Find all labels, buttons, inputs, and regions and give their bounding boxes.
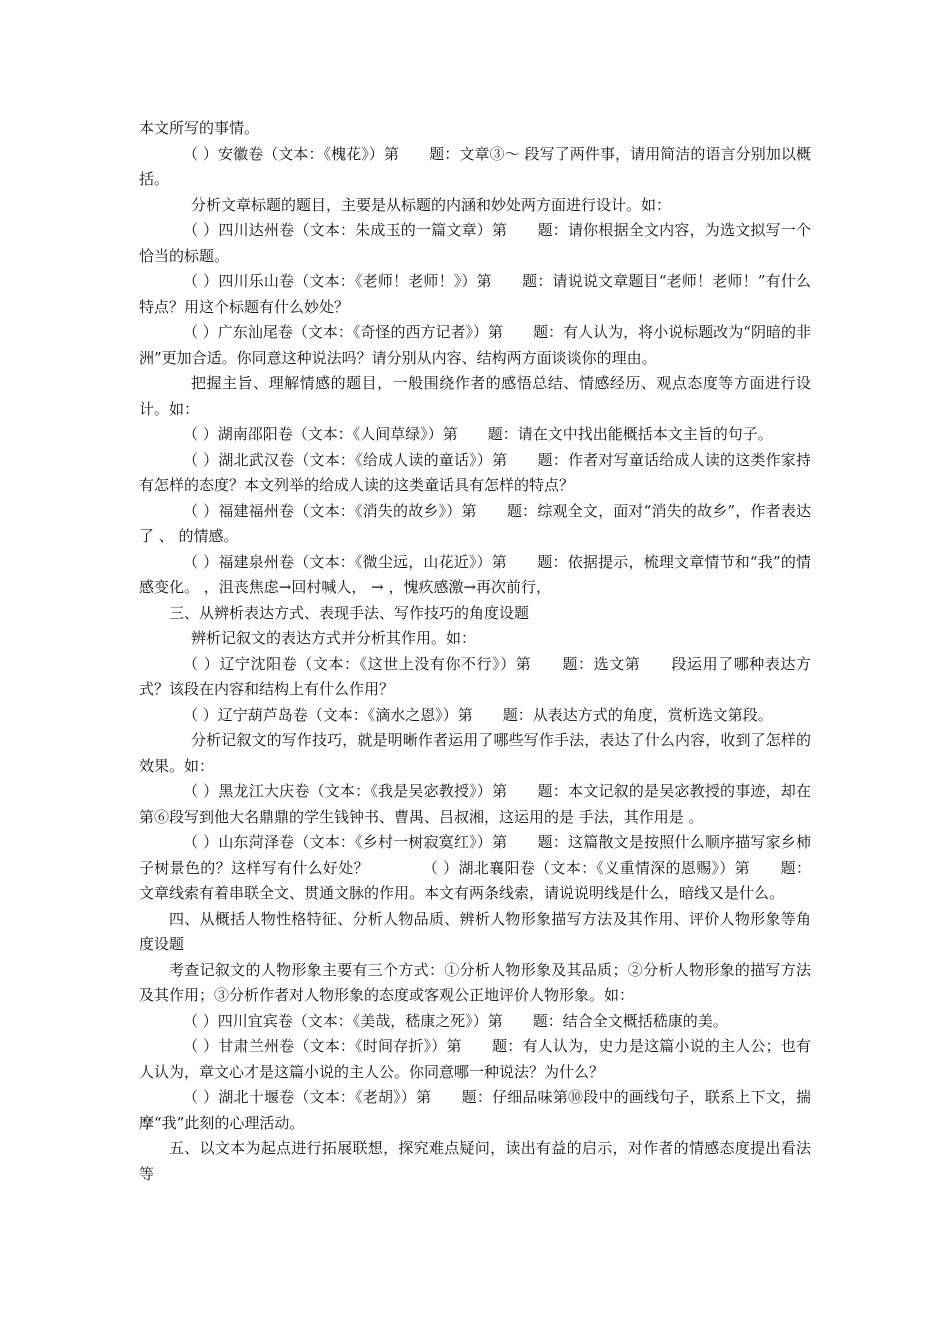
question-hunan-shaoyang: （ ）湖南邵阳卷（文本：《人间草绿》）第 题：请在文中找出能概括本文主旨的句子。 (183, 425, 773, 443)
paragraph-continuation: 本文所写的事情。 (139, 119, 260, 137)
question-sichuan-yibin: （ ）四川宜宾卷（文本：《美哉，嵇康之死》）第 题：结合全文概括嵇康的美。 (183, 1011, 728, 1030)
question-hubei-wuhan: （ ）湖北武汉卷（文本：《给成人读的童话》）第 题：作者对写童话给成人读的这类作家持有怎样的态度？本文列举的给成人读的这类童话具有怎样的特点？ (139, 450, 811, 494)
paragraph-title-analysis: 分析文章标题的题目，主要是从标题的内涵和妙处两方面进行设计。如： (191, 195, 672, 214)
question-gansu-lanzhou: （ ）甘肃兰州卷（文本：《时间存折》）第 题：有人认为，史力是这篇小说的主人公；也有人认为，章文心才是这篇小说的主人公。你同意哪一种说法？为什么？ (139, 1037, 811, 1081)
paragraph-writing-techniques: 分析记叙文的写作技巧，就是明晰作者运用了哪些写作手法，表达了什么内容，收到了怎样的效果。如： (139, 731, 811, 775)
question-fujian-fuzhou: （ ）福建福州卷（文本：《消失的故乡》）第 题：综观全文，面对“消失的故乡”，作者表达了 、 的情感。 (139, 501, 811, 545)
document-page (139, 116, 811, 1187)
question-heilongjiang-daqing: （ ）黑龙江大庆卷（文本：《我是吴宓教授》）第 题：本文记叙的是吴宓教授的事迹，却在第⑥段写到他大名鼎鼎的学生钱钟书、曹禺、吕叔湘，这运用的是 手法，其作用是 。 (139, 782, 811, 826)
question-shandong-heze-hubei-xiangyang: （ ）山东菏泽卷（文本：《乡村一树寂寞红》）第 题：这篇散文是按照什么顺序描写家乡柿子树景色的？这样写有什么好处？ （ ）湖北襄阳卷（文本：《义重情深的恩赐》）第 题：文章线索有着串联全文、贯通文脉的作用。本文有两条线索，请说说明线是什么，暗线又是什么。 (139, 833, 811, 902)
question-sichuan-dazhou: （ ）四川达州卷（文本：朱成玉的一篇文章）第 题：请你根据全文内容，为选文拟写一个恰当的标题。 (139, 221, 811, 265)
paragraph-expression-methods: 辨析记叙文的表达方式并分析其作用。如： (191, 629, 477, 647)
section-heading-5: 五、以文本为起点进行拓展联想，探究难点疑问，读出有益的启示，对作者的情感态度提出看法等 (139, 1139, 811, 1183)
question-hubei-shiyan: （ ）湖北十堰卷（文本：《老胡》）第 题：仔细品味第⑩段中的画线句子，联系上下文，揣摩“我”此刻的心理活动。 (139, 1088, 811, 1132)
question-guangdong-shanwei: （ ）广东汕尾卷（文本：《奇怪的西方记者》）第 题：有人认为，将小说标题改为“阴暗的非洲”更加合适。你同意这种说法吗？请分别从内容、结构两方面谈谈你的理由。 (139, 323, 811, 367)
question-liaoning-huludao: （ ）辽宁葫芦岛卷（文本：《滴水之恩》）第 题：从表达方式的角度，赏析选文第段。 (183, 705, 773, 724)
question-fujian-quanzhou: （ ）福建泉州卷（文本：《微尘远，山花近》）第 题：依据提示，梳理文章情节和“我”的情感变化。 ，沮丧焦虑→回村喊人， → ，愧疚感激→再次前行， (139, 552, 811, 596)
paragraph-theme-emotion: 把握主旨、理解情感的题目，一般围绕作者的感悟总结、情感经历、观点态度等方面进行设计。如： (139, 374, 811, 418)
section-heading-3: 三、从辨析表达方式、表现手法、写作技巧的角度设题 (169, 603, 530, 622)
question-anhui: （ ）安徽卷（文本：《槐花》）第 题：文章③～ 段写了两件事，请用简洁的语言分别加以概括。 (139, 144, 811, 188)
question-sichuan-leshan: （ ）四川乐山卷（文本：《老师！老师！》）第 题：请说说文章题目“老师！老师！”有什么特点？用这个标题有什么妙处？ (139, 272, 811, 316)
paragraph-character-analysis: 考查记叙文的人物形象主要有三个方式：①分析人物形象及其品质；②分析人物形象的描写方法及其作用；③分析作者对人物形象的态度或客观公正地评价人物形象。如： (139, 960, 811, 1004)
section-heading-4: 四、从概括人物性格特征、分析人物品质、辨析人物形象描写方法及其作用、评价人物形象等角度设题 (139, 909, 811, 953)
question-liaoning-shenyang: （ ）辽宁沈阳卷（文本：《这世上没有你不行》）第 题：选文第 段运用了哪种表达方式？该段在内容和结构上有什么作用？ (139, 654, 811, 698)
